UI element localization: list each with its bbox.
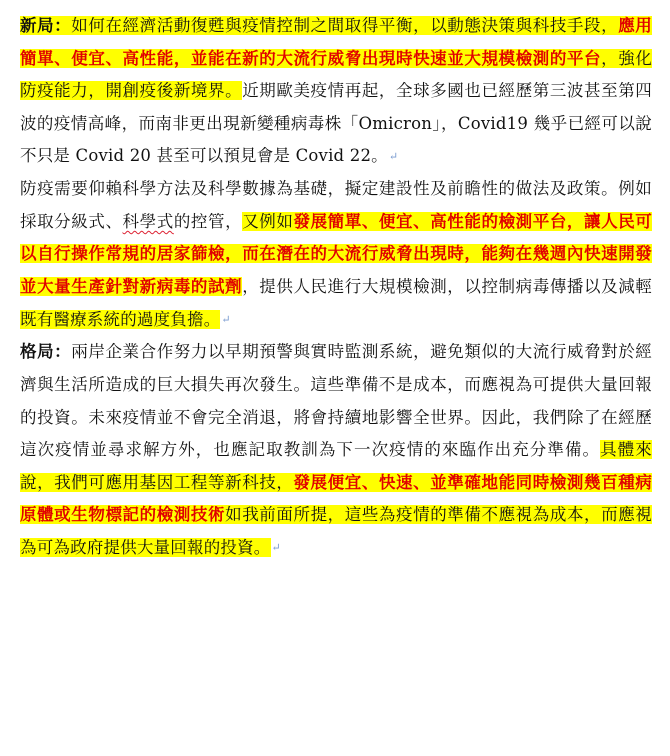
highlight-text: 如何在經濟活動復甦與疫情控制之間取得平衡，以動態決策與科技手段， (71, 16, 619, 35)
body-text: 防疫需要仰賴科學方法及科學數據為基礎，擬定建設性及前瞻性的做法及政策。例如採取分級式、 (20, 179, 652, 231)
emphasis-text: 應用簡單、便宜、高性能，並能在新的大流行威脅出現時快速並大規模檢測的平台 (20, 16, 652, 68)
paragraph-new-situation (20, 10, 652, 173)
body-text: 兩岸企業合作努力以早期預警與實時監測系統，避免類似的大流行威脅對於經濟與生活所造成的巨大損失再次發生。這些準備不是成本，而應視為可提供大量回報的投資。未來疫情並不會完全消退，將會持續地影響全世界。因此，我們除了在經歷這次疫情並尋求解方外，也應記取教訓為下一次疫情的來臨作出充分準備。 (20, 342, 652, 460)
body-text: 近期歐美疫情再起，全球多國也已經歷第三波甚至第四波的疫情高峰，而南非更出現新變種病毒株「Omicron」，Covid19 幾乎已經可以說不只是 Covid 20 甚至可以預見會是 Covid 22。 (20, 81, 652, 166)
highlight-text: 具體來說，我們可應用基因工程等新科技， (20, 440, 652, 492)
paragraph-mark: ↵ (388, 149, 399, 163)
highlight-text: ，強化防疫能力，開創疫後新境界。 (20, 48, 652, 101)
paragraph-pattern (20, 336, 652, 564)
spellcheck-text: 科學式 (122, 211, 174, 231)
body-text: 的控管， (173, 211, 243, 231)
paragraph-mark: ↵ (271, 541, 281, 555)
emphasis-text: 發展簡單、便宜、高性能的檢測平台，讓人民可以自行操作常規的居家篩檢，而在潛在的大流行威脅出現時，能夠在幾週內快速開發並大量生產針對新病毒的試劑 (20, 211, 652, 296)
section-heading-new: 新局： (20, 16, 72, 35)
highlight-text: 又例如 (242, 211, 294, 231)
paragraph-mark: ↵ (221, 312, 231, 326)
body-text: ，提供人民進行大規模檢測，以控制病毒傳播以及減輕 (242, 276, 652, 296)
highlight-text: 如我前面所提，這些為疫情的準備不應視為成本，而應視為可為政府提供大量回報的投資。 (20, 505, 653, 557)
section-heading-pattern: 格局： (20, 342, 72, 362)
paragraph-epidemic-prevention (20, 173, 652, 336)
emphasis-text: 發展便宜、快速、並準確地能同時檢測幾百種病原體或生物標記的檢測技術 (20, 472, 652, 525)
highlight-text: 既有醫療系統的過度負擔。 (20, 309, 221, 329)
